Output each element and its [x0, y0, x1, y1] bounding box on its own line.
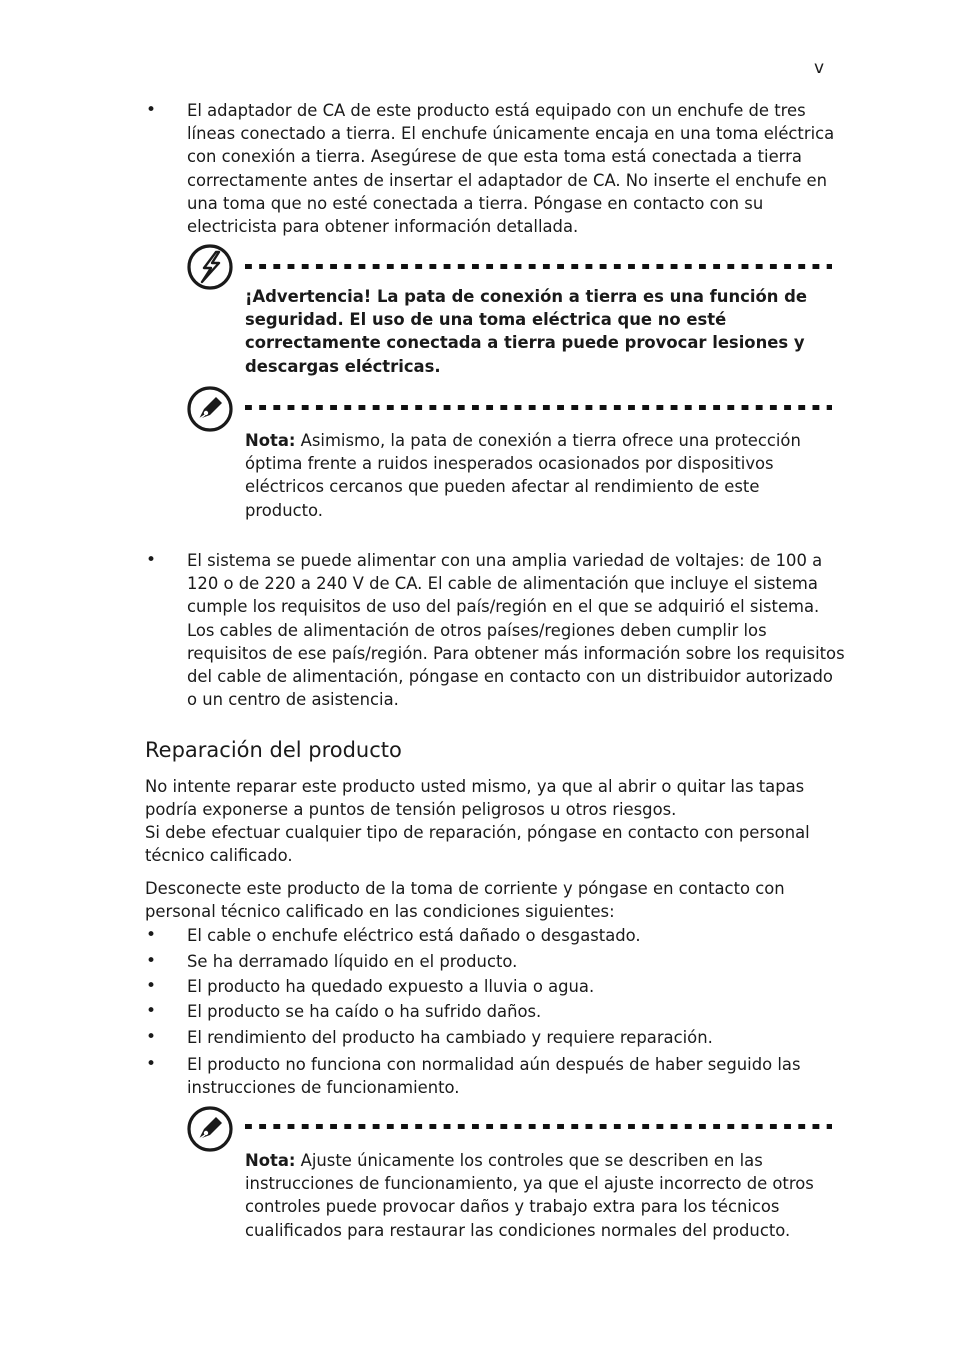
separator: [245, 264, 832, 269]
lightning-warning-icon: [186, 243, 234, 291]
note-text: [245, 1149, 835, 1242]
bullet: •: [146, 550, 157, 570]
list-item: El producto se ha caído o ha sufrido daños.: [187, 1002, 542, 1021]
note-text: [245, 429, 835, 522]
paragraph: No intente reparar este producto usted mismo, ya que al abrir o quitar las tapas podría exponerse a puntos de tensión peligrosos u otros riesgos.: [145, 777, 805, 820]
section-heading: Reparación del producto: [145, 738, 402, 762]
list-item: El producto ha quedado expuesto a lluvia o agua.: [187, 977, 595, 996]
pen-note-icon: [186, 385, 234, 433]
bullet: •: [146, 1001, 157, 1021]
note-label: Nota:: [245, 431, 296, 450]
note-body: Ajuste únicamente los controles que se describen en las instrucciones de funcionamiento, ya que el ajuste incorrecto de otros controles puede provocar daños y trabajo extra para los técnicos cualificados para restaurar las condiciones normales del producto.: [245, 1151, 814, 1240]
separator: [245, 1124, 832, 1129]
list-item: Se ha derramado líquido en el producto.: [187, 952, 518, 971]
bullet: •: [146, 951, 157, 971]
paragraph: Desconecte este producto de la toma de corriente y póngase en contacto con personal técnico calificado en las condiciones siguientes:: [145, 879, 785, 922]
list-item: El sistema se puede alimentar con una amplia variedad de voltajes: de 100 a 120 o de 220 a 240 V de CA. El cable de alimentación que incluye el sistema cumple los requisitos de uso del país/región en el que se adquirió el sistema. Los cables de alimentación de otros países/regiones deben cumplir los requisitos de ese país/región. Para obtener más información sobre los requisitos del cable de alimentación, póngase en contacto con un distribuidor autorizado o un centro de asistencia.: [187, 551, 845, 710]
paragraph: Si debe efectuar cualquier tipo de reparación, póngase en contacto con personal técnico calificado.: [145, 823, 810, 866]
bullet: •: [146, 1054, 157, 1074]
list-item: El adaptador de CA de este producto está equipado con un enchufe de tres líneas conectado a tierra. El enchufe únicamente encaja en una toma eléctrica con conexión a tierra. Asegúrese de que esta toma está conectada a tierra correctamente antes de insertar el adaptador de CA. No inserte el enchufe en una toma que no esté conectada a tierra. Póngase en contacto con su electricista para obtener información detallada.: [187, 101, 835, 237]
bullet: •: [146, 100, 157, 120]
page-number: v: [814, 58, 825, 78]
warning-text: ¡Advertencia! La pata de conexión a tierra es una función de seguridad. El uso de una toma eléctrica que no esté correctamente conectada a tierra puede provocar lesiones y descargas eléctricas.: [245, 287, 807, 376]
note-body: Asimismo, la pata de conexión a tierra ofrece una protección óptima frente a ruidos inesperados ocasionados por dispositivos eléctricos cercanos que pueden afectar al rendimiento de este producto.: [245, 431, 801, 520]
bullet: •: [146, 1027, 157, 1047]
pen-note-icon: [186, 1105, 234, 1153]
bullet: •: [146, 925, 157, 945]
bullet: •: [146, 976, 157, 996]
list-item: El producto no funciona con normalidad aún después de haber seguido las instrucciones de funcionamiento.: [187, 1055, 801, 1098]
separator: [245, 405, 832, 410]
list-item: El cable o enchufe eléctrico está dañado o desgastado.: [187, 926, 641, 945]
list-item: El rendimiento del producto ha cambiado y requiere reparación.: [187, 1028, 713, 1047]
note-label: Nota:: [245, 1151, 296, 1170]
